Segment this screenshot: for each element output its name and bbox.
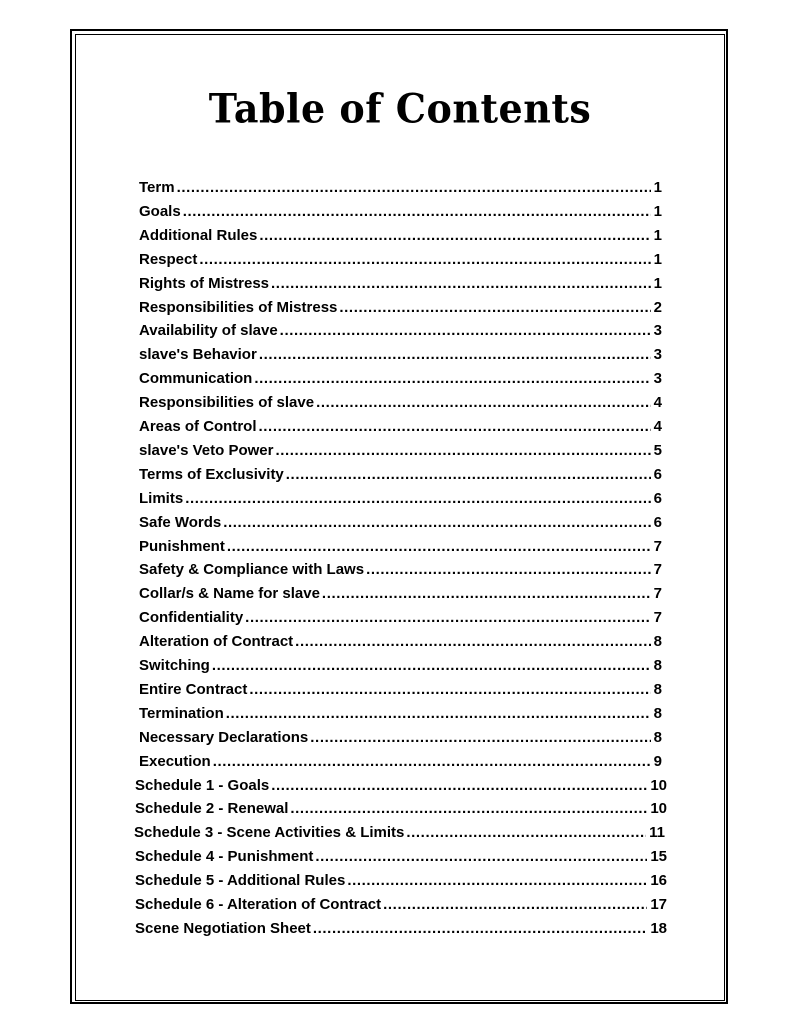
toc-leader-dots [275,441,650,461]
toc-entry[interactable] [135,871,667,891]
toc-entry-label: Goals [139,202,181,220]
toc-entry-page-number: 2 [653,298,662,316]
toc-entry-label: Safe Words [139,513,222,531]
toc-entry[interactable] [139,704,662,724]
toc-entry-page-number: 3 [653,370,662,388]
toc-entry-page-number: 8 [653,657,662,674]
toc-entry-label: Schedule 6 - Alteration of Contract [135,896,382,913]
toc-leader-dots [223,513,650,533]
toc-entry-label: Responsibilities of Mistress [139,298,338,316]
toc-entry-label: Switching [139,657,210,674]
toc-leader-dots [280,321,651,341]
toc-entry[interactable] [135,776,667,796]
toc-leader-dots [177,178,651,198]
toc-leader-dots [249,680,650,700]
toc-entry-page-number: 8 [653,704,662,722]
toc-entry-label: Responsibilities of slave [139,394,315,412]
toc-entry-label: Areas of Control [139,418,257,435]
toc-entry-page-number: 7 [653,561,662,579]
toc-leader-dots [347,871,647,891]
toc-entry-page-number: 6 [653,489,662,507]
toc-leader-dots [259,417,651,437]
toc-entry-label: Necessary Declarations [139,728,309,746]
toc-leader-dots [322,584,651,604]
toc-entry-page-number: 1 [653,274,662,292]
toc-entry[interactable] [139,465,662,485]
toc-leader-dots [271,776,647,796]
toc-entry-page-number: 10 [650,776,667,794]
toc-entry[interactable] [139,537,662,557]
toc-entry[interactable] [139,513,662,533]
toc-entry-label: Term [139,179,175,196]
toc-leader-dots [271,274,651,294]
toc-entry-label: Termination [139,704,224,722]
toc-entry-page-number: 1 [653,202,662,220]
toc-entry-label: Execution [139,752,211,770]
toc-entry[interactable] [135,919,667,939]
toc-entry-page-number: 8 [653,680,662,698]
toc-entry[interactable] [139,321,662,341]
toc-entry-label: Availability of slave [139,322,278,340]
toc-leader-dots [212,656,651,676]
toc-entry[interactable] [139,728,662,748]
toc-leader-dots [383,895,647,915]
toc-leader-dots [310,728,650,748]
toc-entry-page-number: 8 [653,633,662,651]
toc-entry-page-number: 7 [653,537,662,555]
toc-leader-dots [339,298,650,318]
toc-entry[interactable] [139,752,662,772]
toc-entry-label: slave's Behavior [139,346,257,364]
toc-leader-dots [406,823,646,843]
toc-leader-dots [254,369,650,389]
toc-entry-label: Schedule 5 - Additional Rules [135,872,346,890]
toc-entry-page-number: 11 [649,824,665,842]
toc-entry[interactable] [139,369,662,389]
toc-entry-page-number: 15 [650,848,667,866]
toc-entry-label: Entire Contract [139,680,248,698]
toc-entry-label: Punishment [139,537,225,555]
toc-leader-dots [226,704,651,724]
page-title: Table of Contents [208,84,592,133]
toc-entry-label: Safety & Compliance with Laws [139,561,365,579]
toc-entry[interactable] [135,847,667,867]
toc-entry-label: Scene Negotiation Sheet [135,919,311,937]
toc-entry[interactable] [134,823,665,843]
toc-leader-dots [227,537,651,557]
toc-entry-page-number: 8 [653,728,662,746]
toc-entry-label: Additional Rules [139,226,258,244]
toc-entry[interactable] [139,298,662,318]
toc-entry[interactable] [139,393,662,413]
toc-entry[interactable] [139,489,662,509]
toc-entry-label: Schedule 3 - Scene Activities & Limits [134,824,405,842]
toc-entry-label: Confidentiality [139,609,244,627]
toc-entry-label: Schedule 1 - Goals [135,776,270,794]
toc-leader-dots [290,799,647,819]
toc-entry-label: Communication [139,370,253,388]
toc-entry-page-number: 1 [653,179,662,196]
toc-leader-dots [245,608,650,628]
toc-entry-page-number: 3 [653,322,662,340]
toc-entry-page-number: 16 [650,872,667,890]
toc-entry-label: Collar/s & Name for slave [139,585,320,603]
toc-entry[interactable] [139,226,662,246]
toc-leader-dots [259,345,651,365]
toc-entry[interactable] [135,895,667,915]
toc-entry-page-number: 4 [653,418,662,435]
toc-entry-page-number: 17 [650,896,667,913]
toc-entry[interactable] [139,441,662,461]
toc-entry-page-number: 9 [653,752,662,770]
toc-entry[interactable] [139,202,662,222]
toc-leader-dots [366,560,651,580]
toc-entry[interactable] [139,584,662,604]
toc-entry-label: Alteration of Contract [139,633,294,651]
toc-entry-page-number: 5 [653,441,662,459]
toc-entry-page-number: 18 [650,919,667,937]
toc-entry[interactable] [135,799,667,819]
toc-entry-label: Schedule 4 - Punishment [135,848,314,866]
toc-entry[interactable] [139,608,662,628]
toc-entry-label: Schedule 2 - Renewal [135,800,289,818]
toc-entry[interactable] [139,178,662,198]
toc-entry[interactable] [139,560,662,580]
toc-leader-dots [316,393,651,413]
toc-entry-label: Rights of Mistress [139,274,270,292]
toc-entry-page-number: 3 [653,346,662,364]
toc-leader-dots [313,919,647,939]
toc-entry-label: slave's Veto Power [139,441,274,459]
toc-entry[interactable] [139,274,662,294]
toc-leader-dots [183,202,651,222]
toc-entry-label: Limits [139,489,184,507]
toc-leader-dots [259,226,650,246]
toc-entry-label: Terms of Exclusivity [139,465,284,483]
toc-leader-dots [315,847,647,867]
toc-entry[interactable] [139,632,662,652]
toc-leader-dots [286,465,651,485]
toc-entry-label: Respect [139,250,198,268]
toc-leader-dots [213,752,651,772]
toc-entry-page-number: 6 [653,513,662,531]
toc-entry-page-number: 4 [653,394,662,412]
toc-entry-page-number: 6 [653,465,662,483]
toc-entry-page-number: 7 [653,585,662,603]
toc-leader-dots [295,632,650,652]
toc-entry[interactable] [139,345,662,365]
toc-entry-page-number: 1 [653,250,662,268]
toc-leader-dots [185,489,650,509]
toc-entry-page-number: 7 [653,609,662,627]
toc-entry[interactable] [139,250,662,270]
toc-entry-page-number: 10 [650,800,667,818]
toc-entry[interactable] [139,656,662,676]
toc-entry[interactable] [139,680,662,700]
toc-entry-page-number: 1 [653,226,662,244]
toc-leader-dots [199,250,650,270]
toc-entry[interactable] [139,417,662,437]
